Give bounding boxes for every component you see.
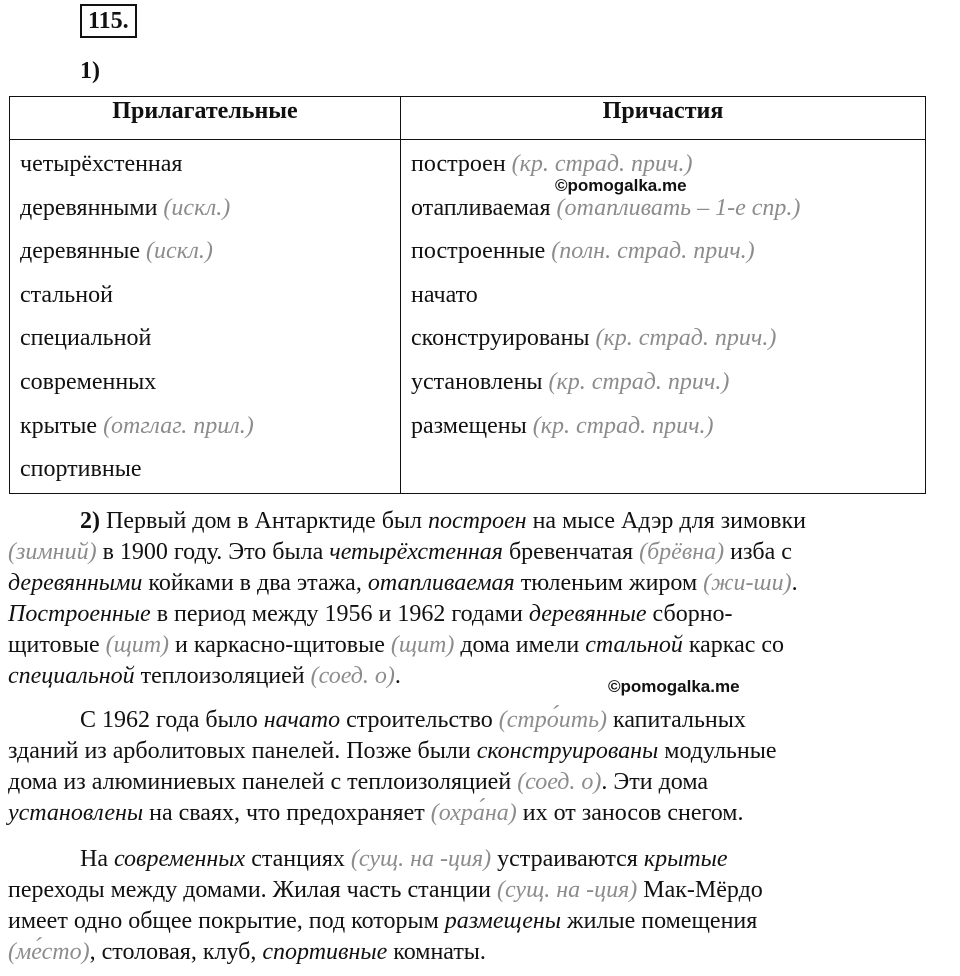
text-line [8, 537, 918, 568]
highlighted-word: стальной [585, 632, 683, 658]
participle-word: начато [411, 281, 478, 308]
text-line [8, 937, 918, 968]
plain-text: дома имели [454, 632, 586, 658]
highlighted-word: четырёхстенная [329, 539, 503, 565]
plain-text: . [394, 663, 401, 689]
adjective-row [20, 362, 400, 406]
spelling-note: (сущ. на -ция) [350, 846, 492, 872]
text-line [8, 767, 918, 798]
participles-header: Причастия [401, 97, 926, 140]
adjective-row [20, 188, 400, 232]
adjective-word: деревянными [20, 194, 158, 221]
adjective-word: специальной [20, 325, 152, 352]
plain-text: каркас со [682, 632, 785, 658]
plain-text: на сваях, что предохраняет [143, 800, 431, 826]
spelling-note: (охра́на) [430, 800, 517, 826]
adjective-row [20, 231, 400, 275]
adjective-word: спортивные [20, 456, 142, 483]
participle-word: установлены [411, 368, 543, 395]
text-line [8, 568, 918, 599]
exercise-number: 115. [80, 4, 137, 38]
participle-word: размещены [411, 412, 527, 439]
plain-text: Мак-Мёрдо [637, 877, 763, 903]
participle-row [411, 362, 925, 406]
adjective-row [20, 144, 400, 188]
text-line [8, 599, 918, 630]
participle-note: (отапливать – 1-е спр.) [550, 194, 801, 221]
part-1-label: 1) [80, 58, 100, 84]
participle-word: отапливаемая [411, 194, 551, 221]
highlighted-word: деревянными [8, 570, 143, 596]
text-line [8, 798, 918, 829]
spelling-note: (сущ. на -ция) [496, 877, 638, 903]
highlighted-word: современных [113, 846, 246, 872]
plain-text: и каркасно-щитовые [169, 632, 391, 658]
plain-text: жилые помещения [561, 908, 758, 934]
spelling-note: (брёвна) [639, 539, 725, 565]
plain-text: устраиваются [491, 846, 644, 872]
spelling-note: (щит) [390, 632, 455, 658]
spelling-note: (соед. о) [517, 769, 602, 795]
plain-text: на мысе Адэр для зимовки [526, 508, 806, 534]
highlighted-word: размещены [444, 908, 562, 934]
plain-text: теплоизоляцией [134, 663, 311, 689]
plain-text: комнаты. [387, 939, 486, 965]
spelling-note: (жи-ши) [703, 570, 792, 596]
adjective-note: (отглаг. прил.) [97, 412, 254, 439]
text-line [8, 661, 918, 692]
highlighted-word: начато [263, 707, 341, 733]
plain-text: в 1900 году. Это была [96, 539, 330, 565]
adjective-word: современных [20, 368, 157, 395]
text-line [8, 906, 918, 937]
text-line [8, 844, 918, 875]
word-table [9, 96, 926, 494]
highlighted-word: отапливаемая [367, 570, 515, 596]
highlighted-word: специальной [8, 663, 135, 689]
adjectives-cell [10, 140, 401, 494]
participle-note: (кр. страд. прич.) [526, 412, 714, 439]
adjective-note: (искл.) [140, 238, 213, 265]
text-line [8, 506, 918, 537]
plain-text: сборно- [646, 601, 733, 627]
participle-note: (кр. страд. прич.) [505, 151, 693, 177]
plain-text: . [791, 570, 798, 596]
plain-text: дома из алюминиевых панелей с теплоизоляцией [8, 769, 518, 795]
adjective-word: стальной [20, 281, 113, 308]
spelling-note: (ме́сто) [8, 939, 90, 965]
highlighted-word: спортивные [262, 939, 388, 965]
highlighted-word: установлены [8, 800, 144, 826]
participle-row [411, 406, 925, 450]
plain-text: щитовые [8, 632, 106, 658]
plain-text: Первый дом в Антарктиде был [106, 508, 429, 534]
plain-text: их от заносов снегом. [516, 800, 744, 826]
participle-note: (полн. страд. прич.) [545, 238, 755, 265]
plain-text: , столовая, клуб, [89, 939, 263, 965]
plain-text: зданий из арболитовых панелей. Позже были [8, 738, 477, 764]
plain-text: изба с [724, 539, 792, 565]
watermark: ©pomogalka.me [608, 677, 740, 696]
adjective-row [20, 318, 400, 362]
part-2-label: 2) [80, 508, 106, 534]
adjective-word: деревянные [20, 238, 141, 265]
plain-text: модульные [658, 738, 777, 764]
highlighted-word: сконструированы [476, 738, 659, 764]
participle-row [411, 275, 925, 319]
plain-text: в период между 1956 и 1962 годами [150, 601, 529, 627]
spelling-note: (соед. о) [310, 663, 395, 689]
watermark: ©pomogalka.me [555, 176, 687, 195]
text-line [8, 875, 918, 906]
paragraph-3 [8, 844, 918, 968]
adjective-row [20, 406, 400, 450]
plain-text: капитальных [607, 707, 746, 733]
participle-row [411, 318, 925, 362]
participle-note: (кр. страд. прич.) [542, 368, 730, 395]
plain-text: имеет одно общее покрытие, под которым [8, 908, 445, 934]
participle-note: (кр. страд. прич.) [589, 325, 777, 352]
adjective-row [20, 275, 400, 319]
adjective-note: (искл.) [157, 194, 231, 221]
text-line [8, 630, 918, 661]
highlighted-word: деревянные [528, 601, 647, 627]
plain-text: станциях [245, 846, 351, 872]
plain-text: тюленьим жиром [514, 570, 704, 596]
adjective-word: крытые [20, 412, 98, 439]
plain-text: койками в два этажа, [142, 570, 368, 596]
participle-word: построен [411, 151, 506, 177]
text-line [8, 736, 918, 767]
spelling-note: (зимний) [8, 539, 97, 565]
text-line [8, 705, 918, 736]
highlighted-word: Построенные [8, 601, 151, 627]
plain-text: С 1962 года было [80, 707, 264, 733]
plain-text: переходы между домами. Жилая часть станции [8, 877, 497, 903]
participle-word: сконструированы [411, 325, 590, 352]
paragraph-1 [8, 506, 918, 692]
highlighted-word: построен [428, 508, 527, 534]
plain-text: . Эти дома [601, 769, 709, 795]
participle-row [411, 231, 925, 275]
highlighted-word: крытые [643, 846, 728, 872]
spelling-note: (щит) [105, 632, 170, 658]
adjectives-header: Прилагательные [10, 97, 401, 140]
paragraph-2 [8, 705, 918, 829]
adjective-word: четырёхстенная [20, 151, 183, 177]
spelling-note: (стро́ить) [498, 707, 608, 733]
plain-text: бревенчатая [502, 539, 640, 565]
participle-word: построенные [411, 238, 546, 265]
plain-text: строительство [340, 707, 499, 733]
plain-text: На [80, 846, 114, 872]
adjective-row [20, 449, 400, 493]
